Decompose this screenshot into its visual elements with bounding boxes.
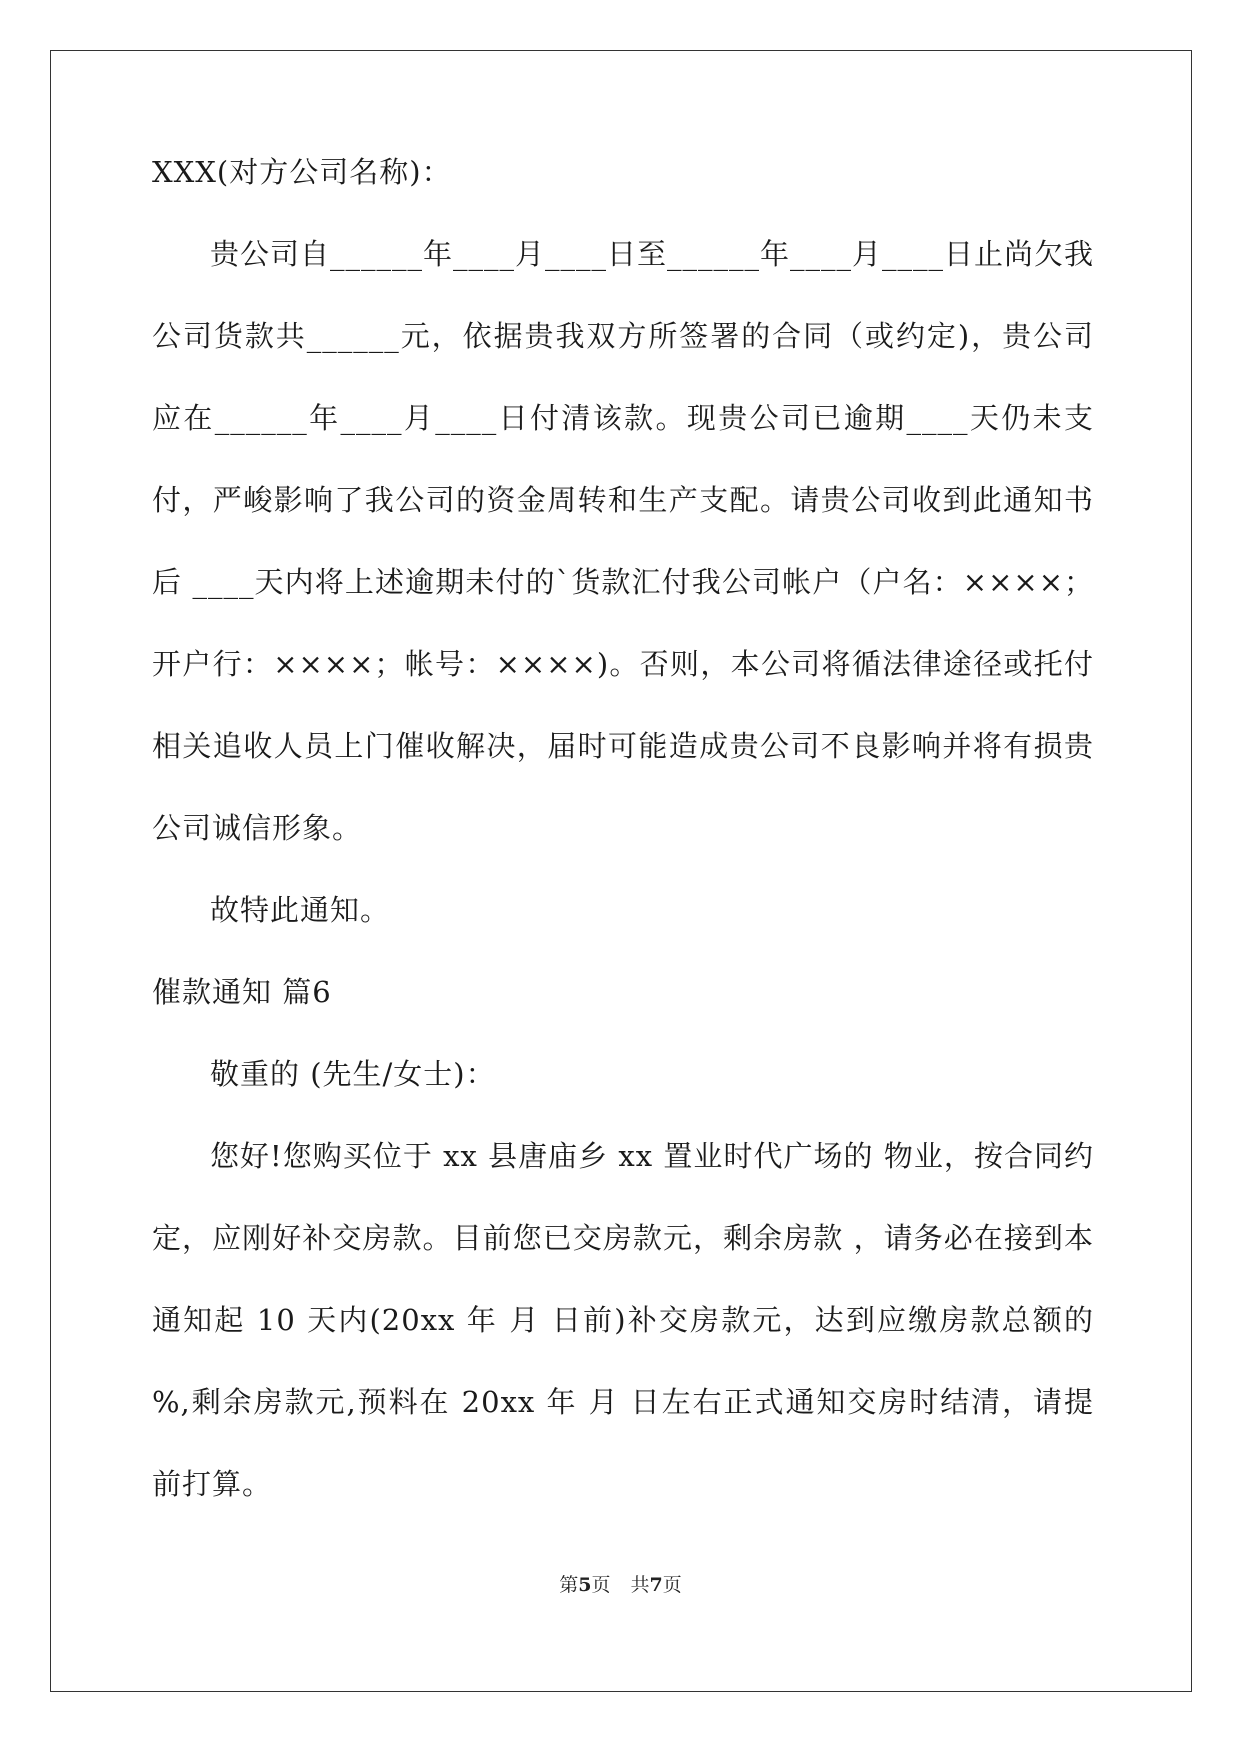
body-paragraph-house-payment: 您好!您购买位于 xx 县唐庙乡 xx 置业时代广场的 物业，按合同约定，应刚好补交房款。目前您已交房款元，剩余房款 ，请务必在接到本通知起 10 天内(20xx 年 月 日前)补交房款元，达到应缴房款总额的 %,剩余房款元,预料在 20xx 年 月 日左右正式通知交房时结清，请提前打算。	[152, 1139, 1094, 1501]
body-paragraph-overdue-payment: 贵公司自______年____月____日至______年____月____日止尚欠我公司货款共______元，依据贵我双方所签署的合同（或约定)，贵公司应在______年____月____日付清该款。现贵公司已逾期____天仍未支付，严峻影响了我公司的资金周转和生产支配。请贵公司收到此通知书后 ____天内将上述逾期未付的`货款汇付我公司帐户（户名：××××；开户行：××××；帐号：××××)。否则，本公司将循法律途径或托付相关追收人员上门催收解决，届时可能造成贵公司不良影响并将有损贵公司诚信形象。	[152, 237, 1095, 845]
footer-total-suffix: 页	[662, 1574, 682, 1596]
page-footer	[0, 1570, 1241, 1597]
document-body	[152, 131, 1094, 1525]
footer-page-prefix: 第	[559, 1574, 579, 1596]
footer-page-total: 7	[649, 1574, 663, 1596]
salutation: XXX(对方公司名称)：	[152, 155, 452, 189]
footer-page-current: 5	[578, 1574, 592, 1596]
footer-page-suffix: 页	[591, 1574, 611, 1596]
section-title: 催款通知 篇6	[152, 975, 332, 1009]
greeting: 敬重的 (先生/女士)：	[210, 1057, 496, 1091]
footer-total-prefix: 共	[630, 1574, 650, 1596]
body-paragraph-notice: 故特此通知。	[210, 893, 391, 927]
